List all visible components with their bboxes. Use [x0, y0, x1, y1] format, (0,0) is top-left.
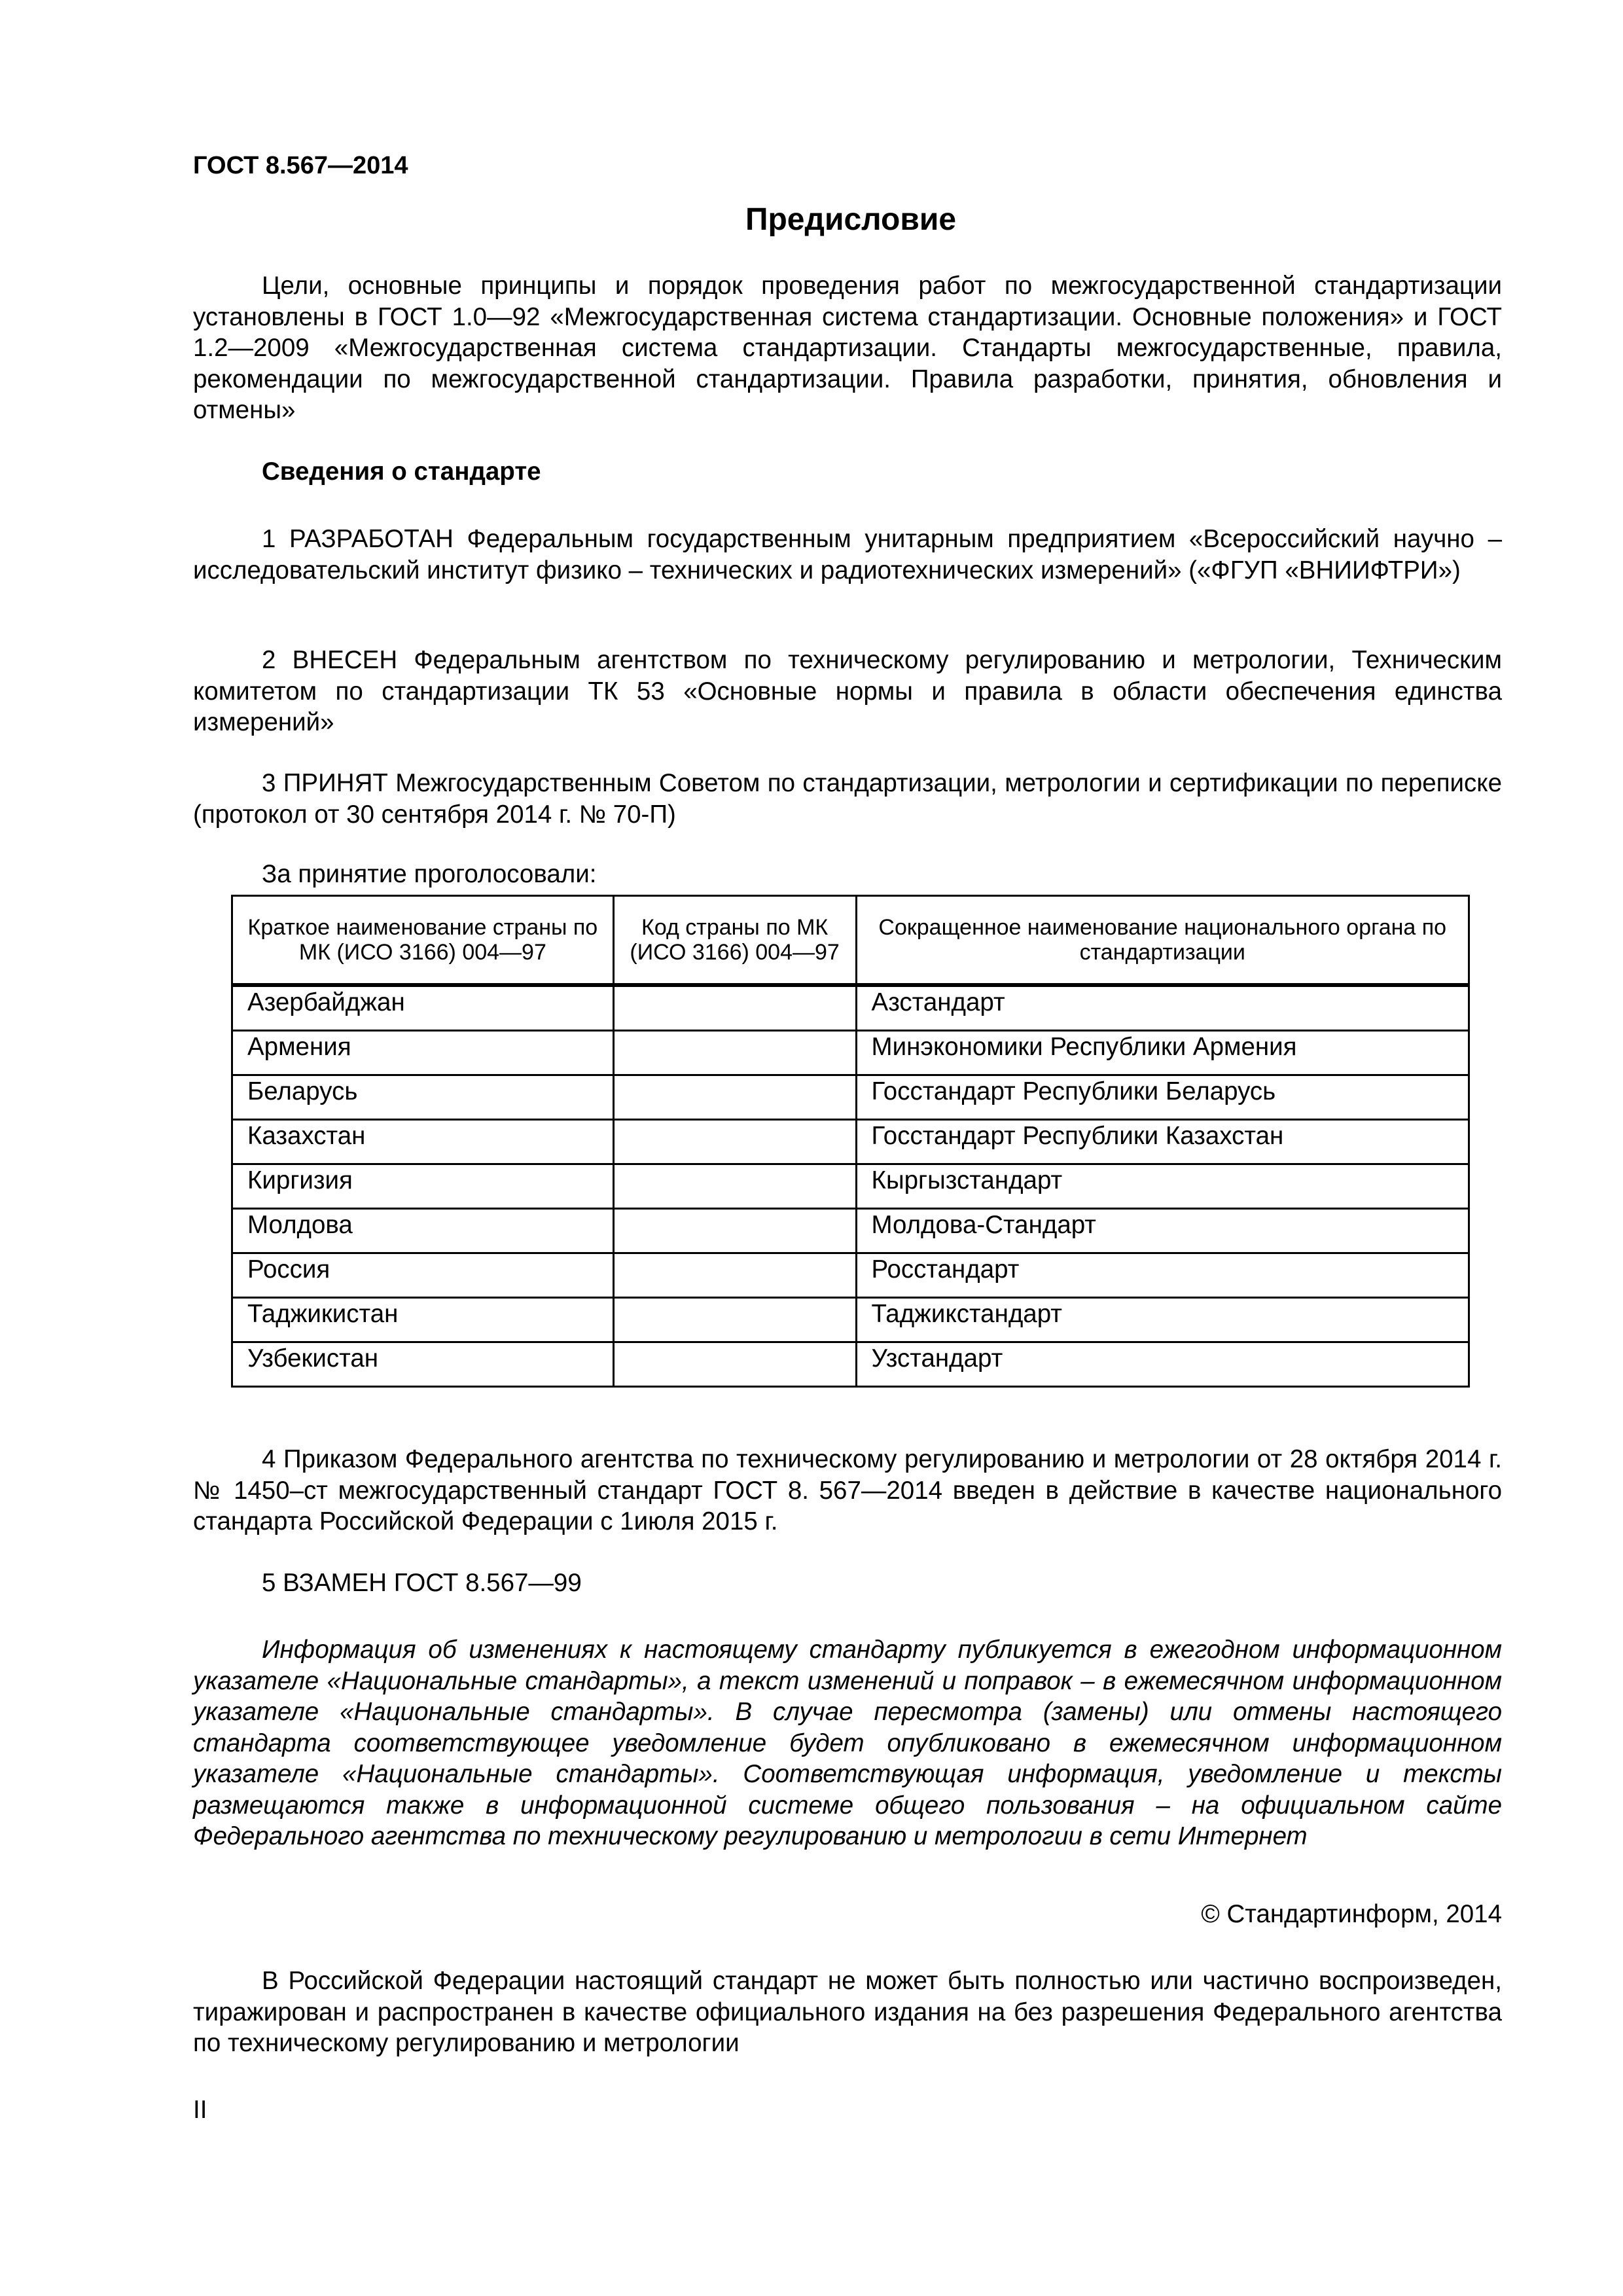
country-cell: Казахстан — [232, 1120, 614, 1164]
code-cell — [613, 1298, 856, 1342]
body-cell: Госстандарт Республики Беларусь — [856, 1075, 1469, 1120]
table-row — [232, 1298, 1469, 1342]
code-cell — [613, 1164, 856, 1209]
introduced-by-text: 2 ВНЕСЕН Федеральным агентством по техническому регулированию и метрологии, Техническим комитетом по стандартизации ТК 53 «Основные нормы и правила в области обеспечения единства измерений» — [193, 646, 1502, 736]
table-row — [232, 985, 1469, 1031]
country-cell: Таджикистан — [232, 1298, 614, 1342]
country-cell: Армения — [232, 1031, 614, 1075]
code-cell — [613, 1342, 856, 1387]
country-cell: Киргизия — [232, 1164, 614, 1209]
document-code: ГОСТ 8.567—2014 — [193, 152, 408, 179]
country-cell: Беларусь — [232, 1075, 614, 1120]
adopted-by-paragraph — [193, 768, 1502, 830]
table-row — [232, 1209, 1469, 1253]
table-row — [232, 1120, 1469, 1164]
replaces-text: 5 ВЗАМЕН ГОСТ 8.567—99 — [262, 1569, 582, 1597]
table-row — [232, 1075, 1469, 1120]
body-cell: Молдова-Стандарт — [856, 1209, 1469, 1253]
replaces-paragraph — [193, 1568, 1502, 1599]
copyright-notice: © Стандартинформ, 2014 — [1201, 1900, 1502, 1928]
country-cell: Узбекистан — [232, 1342, 614, 1387]
introduced-by-paragraph — [193, 645, 1502, 738]
order-text: 4 Приказом Федерального агентства по техническому регулированию и метрологии от 28 октября 2014 г. № 1450–ст межгосударственный стандарт ГОСТ 8. 567—2014 введен в действие в качестве национального стандарта Российской Федерации с 1июля 2015 г. — [193, 1445, 1502, 1535]
body-cell: Азстандарт — [856, 985, 1469, 1031]
code-cell — [613, 1209, 856, 1253]
country-cell: Азербайджан — [232, 985, 614, 1031]
vote-intro — [193, 859, 1502, 890]
page-number: II — [193, 2096, 207, 2124]
goals-text: Цели, основные принципы и порядок проведения работ по межгосударственной стандартизации установлены в ГОСТ 1.0—92 «Межгосударственная система стандартизации. Основные положения» и ГОСТ 1.2—2009 «Межгосударственная система стандартизации. Стандарты межгосударственные, правила, рекомендации по межгосударственной стандартизации. Правила разработки, принятия, обновления и отмены» — [193, 272, 1502, 424]
body-cell: Узстандарт — [856, 1342, 1469, 1387]
changes-info-paragraph — [193, 1634, 1502, 1852]
developed-by-paragraph — [193, 524, 1502, 586]
body-cell: Минэкономики Республики Армения — [856, 1031, 1469, 1075]
table-row — [232, 1342, 1469, 1387]
standard-info-heading-text: Сведения о стандарте — [262, 457, 541, 486]
body-cell: Росстандарт — [856, 1253, 1469, 1298]
code-cell — [613, 1031, 856, 1075]
developed-by-text: 1 РАЗРАБОТАН Федеральным государственным унитарным предприятием «Всероссийский научно – исследовательский институт физико – технических и радиотехнических измерений» («ФГУП «ВНИИФТРИ») — [193, 525, 1502, 584]
page-title: Предисловие — [745, 202, 957, 237]
order-paragraph — [193, 1444, 1502, 1537]
body-cell: Госстандарт Республики Казахстан — [856, 1120, 1469, 1164]
table-row — [232, 1164, 1469, 1209]
code-cell — [613, 1120, 856, 1164]
table-row — [232, 1253, 1469, 1298]
rf-notice-text: В Российской Федерации настоящий стандарт не может быть полностью или частично воспроизведен, тиражирован и распространен в качестве официального издания на без разрешения Федерального агентства по техническому регулированию и метрологии — [193, 1967, 1502, 2057]
code-cell — [613, 1075, 856, 1120]
country-cell: Россия — [232, 1253, 614, 1298]
column-header-body: Сокращенное наименование национального органа по стандартизации — [856, 896, 1469, 986]
column-header-code: Код страны по МК (ИСО 3166) 004—97 — [613, 896, 856, 986]
code-cell — [613, 985, 856, 1031]
body-cell: Таджикстандарт — [856, 1298, 1469, 1342]
country-cell: Молдова — [232, 1209, 614, 1253]
table-row — [232, 1031, 1469, 1075]
column-header-country: Краткое наименование страны по МК (ИСО 3166) 004—97 — [232, 896, 614, 986]
adopted-by-text: 3 ПРИНЯТ Межгосударственным Советом по стандартизации, метрологии и сертификации по переписке (протокол от 30 сентября 2014 г. № 70-П) — [193, 769, 1502, 829]
changes-info-text: Информация об изменениях к настоящему стандарту публикуется в ежегодном информационном указателе «Национальные стандарты», а текст изменений и поправок – в ежемесячном информационном указателе «Национальные стандарты». В случае пересмотра (замены) или отмены настоящего стандарта соответствующее уведомление будет опубликовано в ежемесячном информационном указателе «Национальные стандарты». Соответствующая информация, уведомление и тексты размещаются также в информационной системе общего пользования – на официальном сайте Федерального агентства по техническому регулированию и метрологии в сети Интернет — [193, 1636, 1502, 1850]
vote-table-header-row — [232, 896, 1469, 986]
vote-table — [231, 895, 1470, 1388]
vote-intro-text: За принятие проголосовали: — [262, 860, 597, 888]
rf-notice-paragraph — [193, 1965, 1502, 2059]
body-cell: Кыргызстандарт — [856, 1164, 1469, 1209]
standard-info-heading — [193, 456, 1502, 488]
code-cell — [613, 1253, 856, 1298]
goals-paragraph — [193, 270, 1502, 426]
